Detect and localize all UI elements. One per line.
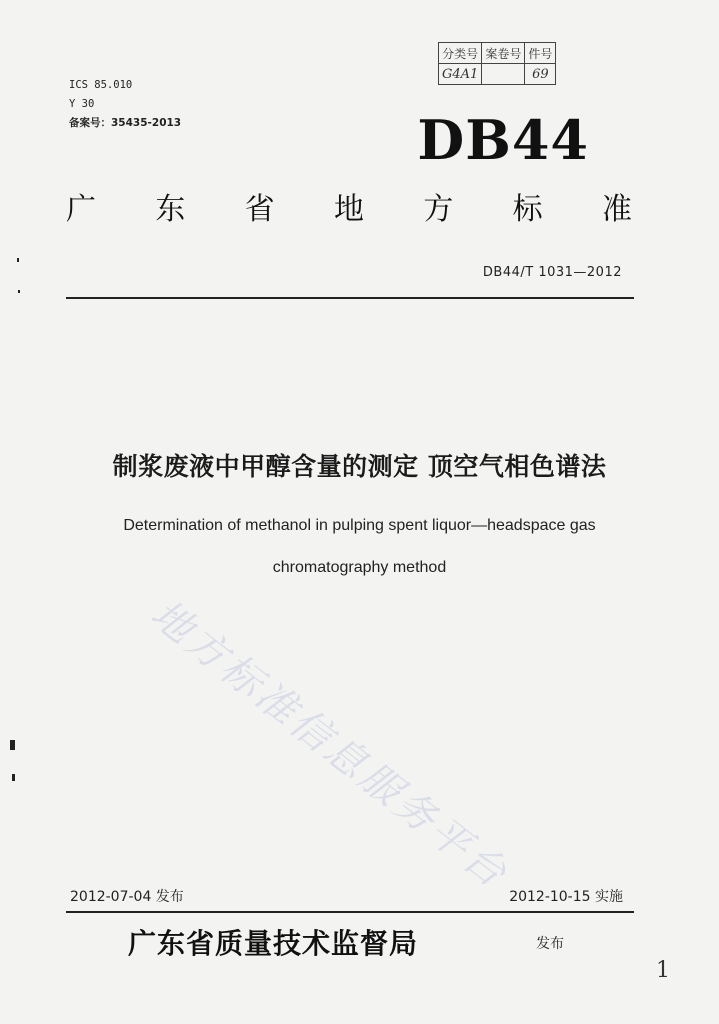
stamp-value: 69 bbox=[525, 64, 556, 85]
stamp-value bbox=[482, 64, 525, 85]
stamp-header: 件号 bbox=[525, 43, 556, 64]
english-title bbox=[0, 505, 719, 589]
title-char: 地 bbox=[333, 192, 364, 227]
title-char: 方 bbox=[423, 192, 454, 227]
stamp-value: G4A1 bbox=[439, 64, 482, 85]
english-title-line: Determination of methanol in pulping spent liquor—headspace gas bbox=[123, 517, 596, 534]
title-char: 广 bbox=[66, 192, 96, 227]
bottom-divider bbox=[66, 911, 634, 913]
english-title-line: chromatography method bbox=[272, 559, 447, 576]
scan-mark bbox=[17, 258, 19, 262]
issue-date: 2012-07-04 发布 bbox=[70, 889, 184, 905]
chinese-title: 制浆废液中甲醇含量的测定 顶空气相色谱法 bbox=[112, 452, 607, 481]
db44-logo: DB44 bbox=[417, 108, 589, 172]
scan-mark bbox=[18, 290, 20, 293]
stamp-header: 分类号 bbox=[439, 43, 482, 64]
watermark: 地方标准信息服务平台 bbox=[142, 591, 518, 899]
issuing-authority: 广东省质量技术监督局 bbox=[128, 927, 419, 960]
archive-stamp bbox=[438, 42, 556, 85]
standard-type-title bbox=[66, 184, 632, 228]
scan-mark bbox=[12, 774, 15, 781]
ics-code: ICS 85.010 bbox=[69, 79, 133, 91]
title-char: 准 bbox=[601, 192, 632, 227]
record-number: 备案号：35435-2013 bbox=[69, 117, 182, 129]
issuer-suffix: 发布 bbox=[536, 936, 564, 952]
page-number: 1 bbox=[656, 958, 670, 983]
stamp-header: 案卷号 bbox=[482, 43, 525, 64]
top-divider bbox=[66, 297, 634, 299]
meta-block bbox=[69, 76, 181, 133]
implementation-date: 2012-10-15 实施 bbox=[509, 889, 623, 905]
title-char: 省 bbox=[244, 192, 275, 227]
scan-mark bbox=[10, 740, 15, 750]
standard-number: DB44/T 1031—2012 bbox=[482, 265, 622, 280]
class-code: Y 30 bbox=[69, 98, 95, 110]
title-char: 标 bbox=[512, 192, 543, 227]
title-char: 东 bbox=[155, 192, 186, 227]
